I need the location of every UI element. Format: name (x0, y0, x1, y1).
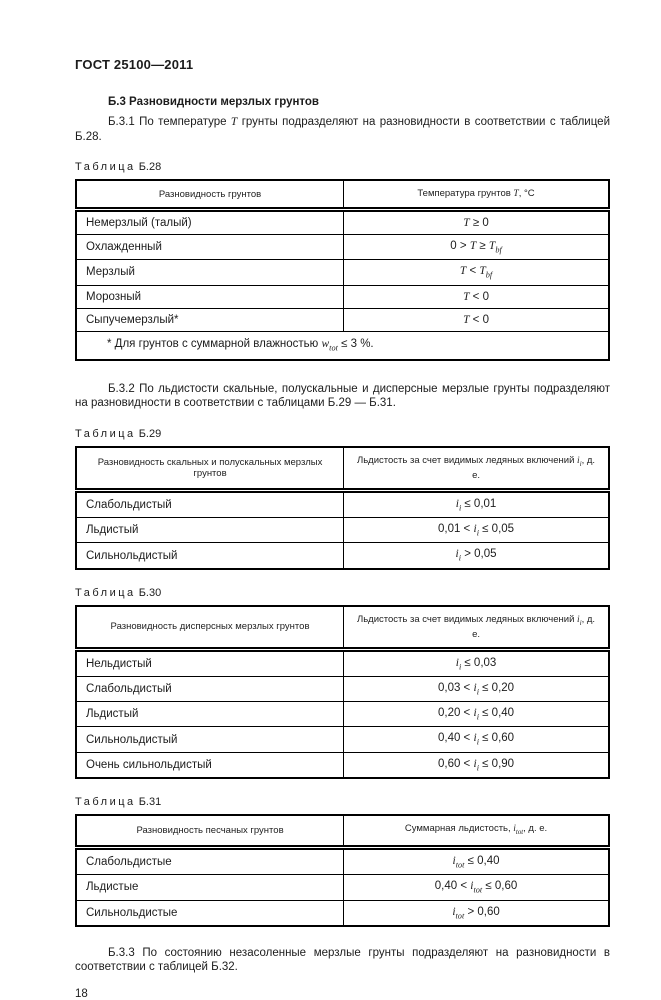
criterion-cell: $i_i \le 0,03$ (344, 649, 609, 676)
math-variable: i (513, 824, 516, 835)
table-row (76, 676, 609, 701)
table-row (76, 875, 609, 900)
variety-cell: Сильнольдистый (76, 543, 344, 569)
table-row (76, 308, 609, 331)
table-label-b28 (75, 161, 610, 173)
criterion-cell: T ≥ 0 (344, 210, 609, 235)
variety-cell: Льдистый (76, 702, 344, 727)
variety-cell: Охлажденный (76, 235, 344, 260)
math-variable: T (463, 290, 470, 303)
math-variable: T (463, 313, 470, 326)
math-subscript: i (458, 503, 462, 513)
math-subscript: tot (455, 910, 465, 920)
criterion-cell: $0,20 < i_i \le 0,40$ (344, 702, 609, 727)
table-b30 (75, 605, 610, 779)
table-block-b30 (75, 587, 610, 779)
criterion-cell: T < 0 (344, 308, 609, 331)
variety-cell: Слабольдистый (76, 676, 344, 701)
math-variable: T (513, 189, 519, 199)
table-row (76, 752, 609, 778)
column-header-criterion: Льдистость за счет видимых ледяных включений $i_i$, д. е. (344, 447, 609, 490)
criterion-cell: $i_{tot} \le 0,40$ (344, 847, 609, 874)
math-subscript: bf (495, 245, 502, 255)
variety-cell: Сильнольдистые (76, 900, 344, 926)
table-block-b28 (75, 161, 610, 361)
criterion-cell: $0,40 < i_i \le 0,60$ (344, 727, 609, 752)
math-subscript: tot (455, 860, 465, 870)
math-subscript: tot (329, 342, 338, 352)
variety-cell: Слабольдистые (76, 847, 344, 874)
math-subscript: i (579, 460, 582, 468)
table-label-word: Таблица (75, 586, 136, 599)
math-subscript: i (458, 661, 462, 671)
table-row (76, 518, 609, 543)
variety-cell: Льдистые (76, 875, 344, 900)
math-variable: i (577, 614, 580, 625)
variety-cell: Сыпучемерзлый* (76, 308, 344, 331)
column-header-variety: Разновидность песчаных грунтов (76, 815, 344, 847)
math-subscript: i (476, 763, 479, 773)
page-number: 18 (75, 987, 88, 1000)
math-subscript: i (476, 528, 479, 538)
table-row (76, 490, 609, 517)
math-variable: i (455, 656, 459, 669)
table-label-b29 (75, 428, 610, 440)
table-header-row (76, 447, 609, 490)
paragraph-b3-3: Б.3.3 По состоянию незасоленные мерзлые грунты подразделяют на разновидности в соответствии с таблицей Б.32. (75, 946, 610, 974)
table-row (76, 210, 609, 235)
math-variable: i (473, 707, 477, 720)
table-label-word: Таблица (75, 427, 136, 440)
table-row (76, 260, 609, 285)
table-label-number: Б.31 (138, 796, 162, 809)
math-subscript: bf (485, 270, 493, 280)
math-subscript: tot (473, 885, 483, 895)
criterion-cell: $T < T_{bf}$ (344, 260, 609, 285)
math-variable: T (463, 217, 470, 229)
table-footnote-row (76, 331, 609, 360)
math-variable: T (479, 265, 486, 278)
table-row (76, 847, 609, 874)
variety-cell: Слабольдистый (76, 490, 344, 517)
paragraph-b3-1: Б.3.1 По температуре T грунты подразделяют на разновидности в соответствии с таблицей Б.28. (75, 116, 610, 143)
criterion-cell: $0,03 < i_i \le 0,20$ (344, 676, 609, 701)
math-subscript: i (476, 687, 479, 697)
criterion-cell: $i_{tot} > 0,60$ (344, 900, 609, 926)
math-variable: i (455, 497, 459, 510)
math-subscript: i (458, 553, 462, 563)
variety-cell: Немерзлый (талый) (76, 210, 344, 235)
table-header-row (76, 606, 609, 649)
math-variable: i (473, 523, 477, 536)
math-variable: i (577, 455, 580, 466)
variety-cell: Морозный (76, 285, 344, 308)
table-label-number: Б.29 (138, 427, 162, 440)
table-label-b31 (75, 796, 610, 808)
column-header-criterion: Льдистость за счет видимых ледяных включений $i_i$, д. е. (344, 606, 609, 649)
criterion-cell: T < 0 (344, 285, 609, 308)
table-row (76, 285, 609, 308)
table-block-b29 (75, 428, 610, 570)
table-b28 (75, 179, 610, 361)
table-row (76, 543, 609, 569)
table-row (76, 702, 609, 727)
math-variable: T (459, 265, 467, 278)
criterion-cell: $0,40 < i_{tot} \le 0,60$ (344, 875, 609, 900)
math-variable: i (473, 757, 477, 770)
math-variable: i (473, 732, 477, 745)
table-row (76, 900, 609, 926)
criterion-cell: $i_i > 0,05$ (344, 543, 609, 569)
math-variable: T (230, 116, 238, 128)
variety-cell: Мерзлый (76, 260, 344, 285)
math-variable: T (469, 240, 477, 252)
table-header-row (76, 815, 609, 847)
criterion-cell: $i_i \le 0,01$ (344, 490, 609, 517)
table-block-b31 (75, 796, 610, 927)
table-label-number: Б.28 (138, 161, 162, 173)
table-row (76, 235, 609, 260)
column-header-variety: Разновидность грунтов (76, 180, 344, 210)
math-subscript: i (579, 619, 582, 627)
section-heading: Б.3 Разновидности мерзлых грунтов (108, 96, 319, 108)
variety-cell: Льдистый (76, 518, 344, 543)
table-b29 (75, 446, 610, 570)
criterion-cell: $0 > T \ge T_{bf}$ (344, 235, 609, 260)
table-b31 (75, 814, 610, 927)
variety-cell: Нельдистый (76, 649, 344, 676)
criterion-cell: $0,01 < i_i \le 0,05$ (344, 518, 609, 543)
column-header-criterion: Температура грунтов T, °С (344, 180, 609, 210)
math-subscript: i (476, 712, 479, 722)
variety-cell: Сильнольдистый (76, 727, 344, 752)
table-footnote: * Для грунтов с суммарной влажностью $w_{tot} \le 3$ %. (76, 331, 609, 360)
math-subscript: i (476, 737, 479, 747)
math-variable: i (455, 548, 459, 561)
criterion-cell: $0,60 < i_i \le 0,90$ (344, 752, 609, 778)
math-variable: i (452, 854, 456, 867)
table-label-word: Таблица (75, 161, 136, 173)
math-variable: i (473, 681, 477, 694)
math-variable: T (488, 240, 496, 252)
column-header-variety: Разновидность дисперсных мерзлых грунтов (76, 606, 344, 649)
table-header-row (76, 180, 609, 210)
table-row (76, 727, 609, 752)
column-header-criterion: Суммарная льдистость, $i_{tot}$, д. е. (344, 815, 609, 847)
column-header-variety: Разновидность скальных и полускальных мерзлых грунтов (76, 447, 344, 490)
math-variable: i (452, 905, 456, 918)
paragraph-b3-2: Б.3.2 По льдистости скальные, полускальные и дисперсные мерзлые грунты подразделяют на разновидности в соответствии с таблицами Б.29 — Б.31. (75, 382, 610, 410)
variety-cell: Очень сильнольдистый (76, 752, 344, 778)
document-code-header: ГОСТ 25100—2011 (75, 57, 194, 72)
table-label-word: Таблица (75, 796, 136, 809)
math-variable: i (470, 880, 474, 893)
table-label-number: Б.30 (138, 586, 162, 599)
table-row (76, 649, 609, 676)
math-subscript: tot (515, 828, 524, 836)
table-label-b30 (75, 587, 610, 599)
math-variable: w (321, 337, 330, 350)
